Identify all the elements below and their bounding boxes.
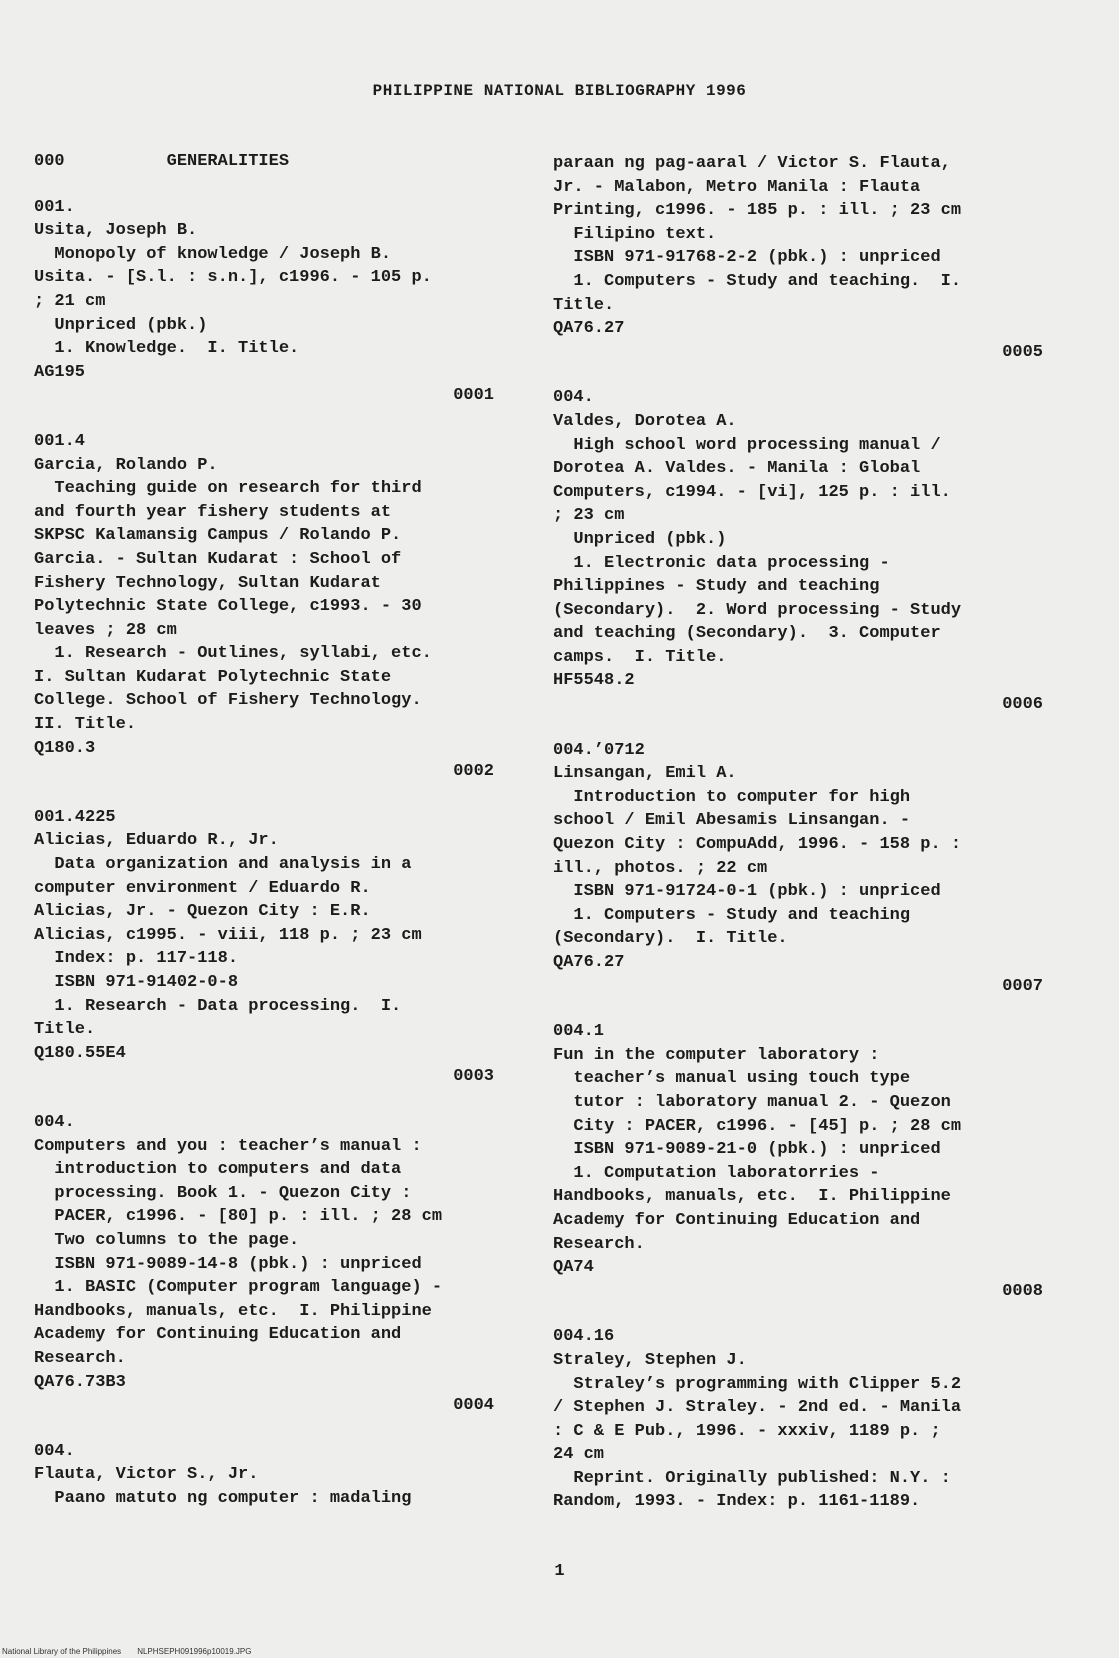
entry-text-line: 1. Knowledge. I. Title.	[34, 339, 300, 359]
entry-spacer	[34, 1418, 494, 1440]
entry-text-line: 004.	[34, 1441, 75, 1461]
entry-text-line: 004.16	[553, 1327, 615, 1347]
entry-text-line: Monopoly of knowledge / Joseph B.	[34, 244, 392, 264]
entry-text-line: Academy for Continuing Education and	[553, 1210, 921, 1230]
entry-text-line: ISBN 971-9089-14-8 (pbk.) : unpriced	[34, 1254, 422, 1274]
entry-text-line: 1. Electronic data processing -	[553, 553, 890, 573]
entry-text-line: 1. Research - Data processing. I.	[34, 996, 402, 1016]
entry-text-line: introduction to computers and data	[34, 1160, 402, 1180]
entry-text-line: 004.’0712	[553, 740, 645, 760]
entry-spacer	[553, 1303, 1043, 1325]
entry-text-line: Teaching guide on research for third	[34, 479, 422, 499]
entry-text-line: ISBN 971-91402-0-8	[34, 973, 239, 992]
entry-text-line: Academy for Continuing Education and	[34, 1325, 402, 1345]
entry-number: 0003	[453, 1067, 494, 1087]
entry-text-line: Polytechnic State College, c1993. - 30	[34, 597, 422, 617]
entry-text-line: I. Sultan Kudarat Polytechnic State	[34, 667, 392, 687]
right-column	[553, 152, 1043, 1514]
entry-text-line: Paano matuto ng computer : madaling	[34, 1488, 412, 1508]
entry-text-line: Handbooks, manuals, etc. I. Philippine	[553, 1187, 951, 1207]
entry-text-line: ISBN 971-91724-0-1 (pbk.) : unpriced	[553, 882, 941, 902]
entry-spacer	[553, 998, 1043, 1020]
entry-text-line: Q180.3	[34, 738, 96, 758]
entry-text-line: QA76.73B3	[34, 1372, 126, 1392]
entry-text-line: PACER, c1996. - [80] p. : ill. ; 28 cm	[34, 1207, 443, 1227]
entry-text-line: Random, 1993. - Index: p. 1161-1189.	[553, 1492, 921, 1512]
entry-text-line: 004.	[34, 1112, 75, 1132]
entry-text-line: Usita. - [S.l. : s.n.], c1996. - 105 p.	[34, 268, 432, 288]
entry-text-line: II. Title.	[34, 715, 137, 735]
entry-text-line: Straley’s programming with Clipper 5.2	[553, 1374, 962, 1394]
entry-text-line: Alicias, Eduardo R., Jr.	[34, 831, 279, 851]
entry-text-line: processing. Book 1. - Quezon City :	[34, 1183, 412, 1203]
entry-text-line: / Stephen J. Straley. - 2nd ed. - Manila	[553, 1398, 962, 1418]
entry-spacer	[553, 717, 1043, 739]
page-number: 1	[554, 1562, 565, 1581]
page-title: PHILIPPINE NATIONAL BIBLIOGRAPHY 1996	[372, 82, 747, 100]
entry-text-line: 004.1	[553, 1022, 605, 1042]
entry-text-line: 24 cm	[553, 1445, 605, 1465]
entry-text-line: Valdes, Dorotea A.	[553, 411, 737, 431]
entry-text-line: QA76.27	[553, 319, 625, 339]
entry-number: 0005	[1002, 342, 1043, 362]
entry-text-line: Title.	[34, 1020, 96, 1040]
entry-text-line: Straley, Stephen J.	[553, 1350, 747, 1370]
scan-footer	[2, 1647, 267, 1656]
entry-text-line: Printing, c1996. - 185 p. : ill. ; 23 cm	[553, 201, 962, 221]
entry-text-line: Handbooks, manuals, etc. I. Philippine	[34, 1301, 432, 1321]
entry-text-line: Garcia. - Sultan Kudarat : School of	[34, 549, 402, 569]
entry-text-line: 1. Computation laboratorries -	[553, 1163, 880, 1183]
entry-text-line: Reprint. Originally published: N.Y. :	[553, 1468, 951, 1488]
entry-text-line: 001.4	[34, 431, 86, 451]
footer-file-id: NLPHSEPH091996p10019.JPG	[137, 1647, 252, 1656]
entry-text-line: Title.	[553, 295, 615, 315]
entry-text-line: 1. Computers - Study and teaching	[553, 905, 911, 925]
entry-text-line: QA74	[553, 1258, 594, 1278]
entry-number: 0007	[1002, 976, 1043, 996]
entry-text-line: Philippines - Study and teaching	[553, 577, 880, 597]
entry-text-line: QA76.27	[553, 953, 625, 972]
entry-text-line: camps. I. Title.	[553, 647, 727, 667]
entry-number: 0008	[1002, 1281, 1043, 1301]
entry-text-line: ISBN 971-91768-2-2 (pbk.) : unpriced	[553, 248, 941, 268]
entry-text-line: Data organization and analysis in a	[34, 855, 412, 875]
entry-text-line: tutor : laboratory manual 2. - Quezon	[553, 1092, 951, 1112]
entry-text-line: ill., photos. ; 22 cm	[553, 858, 768, 878]
entry-text-line: and teaching (Secondary). 3. Computer	[553, 624, 941, 644]
entry-text-line: Two columns to the page.	[34, 1230, 300, 1250]
entry-text-line: Fishery Technology, Sultan Kudarat	[34, 573, 381, 593]
entry-spacer	[34, 174, 494, 196]
entry-text-line: ISBN 971-9089-21-0 (pbk.) : unpriced	[553, 1140, 941, 1160]
entry-text-line: SKPSC Kalamansig Campus / Rolando P.	[34, 526, 402, 546]
entry-text-line: Garcia, Rolando P.	[34, 455, 218, 475]
entry-text-line: Research.	[553, 1234, 645, 1254]
entry-text-line: Dorotea A. Valdes. - Manila : Global	[553, 459, 921, 479]
entry-text-line: teacher’s manual using touch type	[553, 1069, 911, 1089]
left-column	[34, 150, 494, 1510]
entry-text-line: computer environment / Eduardo R.	[34, 878, 371, 898]
entry-text-line: Unpriced (pbk.)	[553, 529, 727, 549]
entry-text-line: and fourth year fishery students at	[34, 502, 392, 522]
entry-text-line: paraan ng pag-aaral / Victor S. Flauta,	[553, 154, 951, 173]
entry-text-line: 1. Computers - Study and teaching. I.	[553, 271, 962, 291]
entry-text-line: (Secondary). 2. Word processing - Study	[553, 600, 962, 620]
entry-text-line: (Secondary). I. Title.	[553, 929, 788, 949]
entry-text-line: AG195	[34, 362, 86, 382]
entry-text-line: 001.4225	[34, 807, 116, 827]
entry-text-line: leaves ; 28 cm	[34, 620, 177, 640]
entry-text-line: Unpriced (pbk.)	[34, 315, 208, 335]
footer-library: National Library of the Philippines	[2, 1647, 122, 1656]
entry-text-line: Linsangan, Emil A.	[553, 764, 737, 784]
entry-text-line: school / Emil Abesamis Linsangan. -	[553, 811, 911, 831]
entry-spacer	[553, 364, 1043, 386]
entry-text-line: Alicias, Jr. - Quezon City : E.R.	[34, 902, 371, 922]
entry-spacer	[34, 408, 494, 430]
entry-text-line: Quezon City : CompuAdd, 1996. - 158 p. :	[553, 835, 962, 855]
entry-text-line: Fun in the computer laboratory :	[553, 1045, 880, 1065]
entry-text-line: Index: p. 117-118.	[34, 949, 239, 969]
entry-text-line: ; 21 cm	[34, 291, 106, 311]
entry-spacer	[34, 784, 494, 806]
entry-text-line: Computers and you : teacher’s manual :	[34, 1136, 422, 1156]
entry-text-line: 004.	[553, 388, 594, 408]
entry-text-line: ; 23 cm	[553, 506, 625, 526]
entry-text-line: Research.	[34, 1348, 126, 1368]
entry-text-line: 001.	[34, 197, 75, 217]
entry-text-line: : C & E Pub., 1996. - xxxiv, 1189 p. ;	[553, 1421, 941, 1441]
entry-text-line: Filipino text.	[553, 224, 717, 244]
entry-text-line: Q180.55E4	[34, 1043, 126, 1063]
entry-text-line: 1. Research - Outlines, syllabi, etc.	[34, 644, 432, 664]
entry-text-line: 000 GENERALITIES	[34, 152, 290, 171]
entry-spacer	[34, 1089, 494, 1111]
entry-text-line: College. School of Fishery Technology.	[34, 691, 422, 711]
entry-number: 0001	[453, 386, 494, 406]
entry-text-line: High school word processing manual /	[553, 435, 941, 455]
entry-number: 0002	[453, 762, 494, 782]
entry-text-line: Usita, Joseph B.	[34, 221, 198, 241]
entry-text-line: City : PACER, c1996. - [45] p. ; 28 cm	[553, 1116, 962, 1136]
entry-number: 0006	[1002, 695, 1043, 715]
entry-text-line: Jr. - Malabon, Metro Manila : Flauta	[553, 177, 921, 197]
entry-text-line: Introduction to computer for high	[553, 787, 911, 807]
entry-text-line: 1. BASIC (Computer program language) -	[34, 1278, 443, 1298]
entry-text-line: Alicias, c1995. - viii, 118 p. ; 23 cm	[34, 925, 422, 945]
entry-number: 0004	[453, 1396, 494, 1416]
entry-text-line: Flauta, Victor S., Jr.	[34, 1465, 259, 1485]
entry-text-line: Computers, c1994. - [vi], 125 p. : ill.	[553, 482, 951, 502]
entry-text-line: HF5548.2	[553, 671, 635, 691]
